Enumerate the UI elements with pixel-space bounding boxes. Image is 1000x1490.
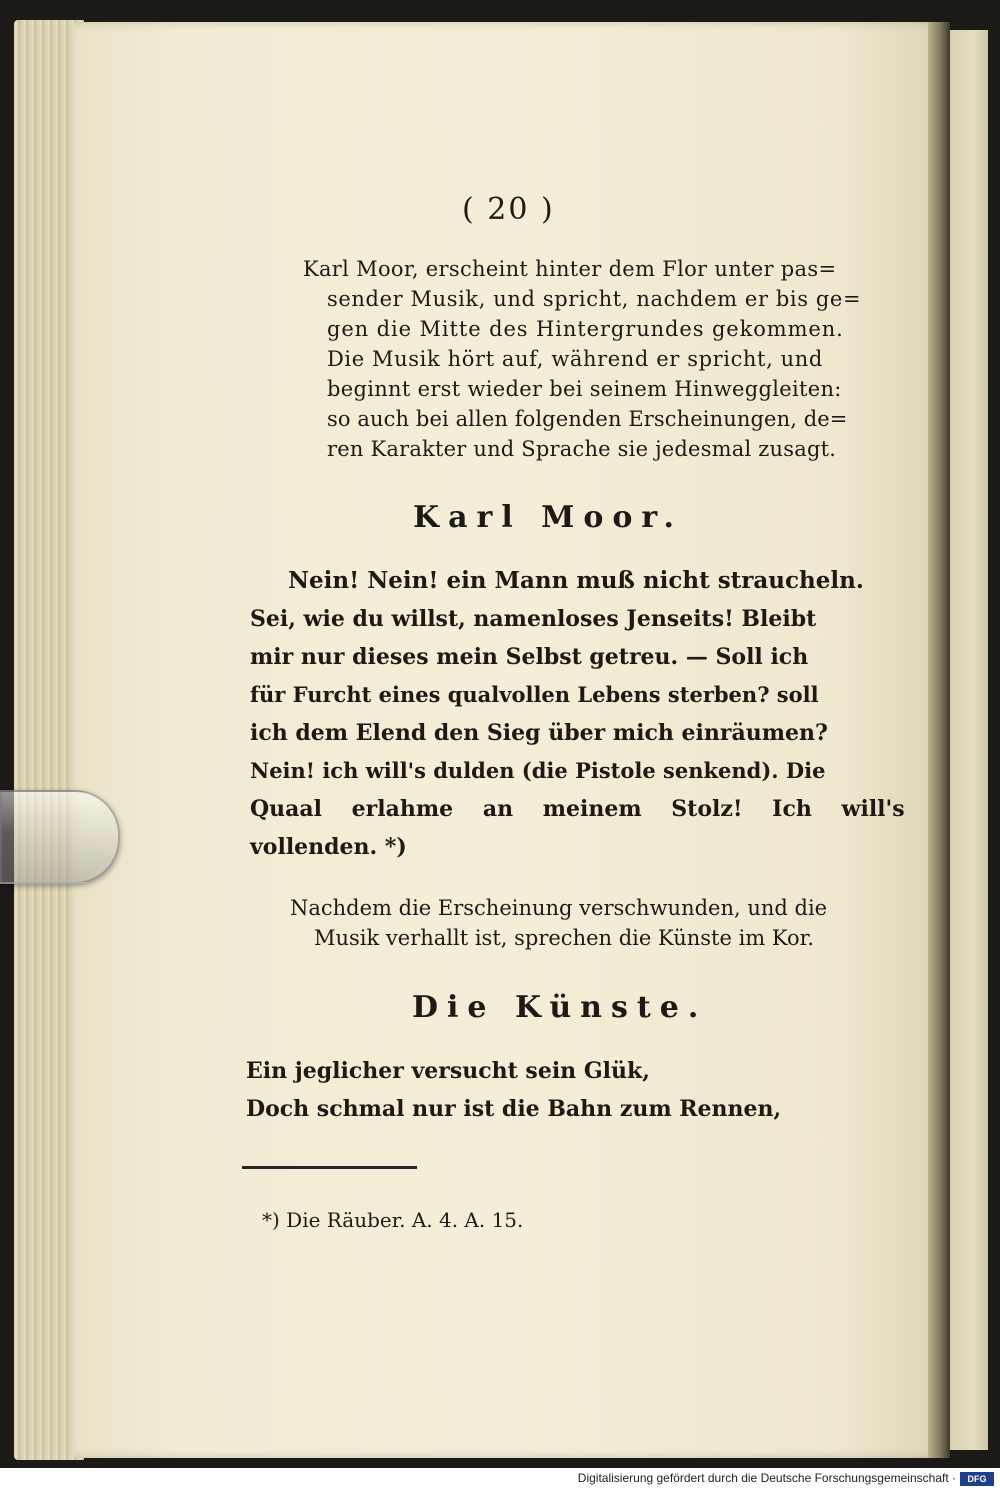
dfg-logo: DFG xyxy=(960,1472,994,1486)
funding-credit: Digitalisierung gefördert durch die Deutsche Forschungsgemeinschaft · xyxy=(577,1471,956,1485)
plastic-page-clip xyxy=(0,790,120,884)
stage-direction-line: beginnt erst wieder bei seinem Hinweggleiten: xyxy=(327,377,842,401)
stage-direction-line: gen die Mitte des Hintergrundes gekommen. xyxy=(327,317,844,341)
stage-direction-line: Karl Moor, erscheint hinter dem Flor unter pas= xyxy=(303,257,837,281)
verse-line: Doch schmal nur ist die Bahn zum Rennen, xyxy=(246,1096,782,1122)
speech-line: Nein! Nein! ein Mann muß nicht straucheln. xyxy=(288,567,864,594)
stage-direction-line: Nachdem die Erscheinung verschwunden, und die xyxy=(290,896,828,920)
speech-line: ich dem Elend den Sieg über mich einräumen? xyxy=(250,720,828,746)
footnote: *) Die Räuber. A. 4. A. 15. xyxy=(262,1208,524,1232)
speech-line: mir nur dieses mein Selbst getreu. — Soll ich xyxy=(250,644,809,670)
stage-direction-line: Die Musik hört auf, während er spricht, und xyxy=(327,347,823,371)
page-number: ( 20 ) xyxy=(462,192,555,227)
stage-direction-line: sender Musik, und spricht, nachdem er bis ge= xyxy=(327,287,862,311)
speech-line: Nein! ich will's dulden (die Pistole senkend). Die xyxy=(250,758,826,783)
speaker-heading: Die Künste. xyxy=(412,990,708,1025)
adjacent-page-edge xyxy=(950,30,988,1450)
stage-direction-line: Musik verhallt ist, sprechen die Künste im Kor. xyxy=(314,926,815,950)
footer-bar xyxy=(0,1468,1000,1490)
speech-line: vollenden. *) xyxy=(250,834,407,860)
speech-line: Sei, wie du willst, namenloses Jenseits! Bleibt xyxy=(250,606,817,632)
speaker-heading: Karl Moor. xyxy=(413,500,683,535)
stage-direction-line: ren Karakter und Sprache sie jedesmal zusagt. xyxy=(327,437,837,461)
verse-line: Ein jeglicher versucht sein Glük, xyxy=(246,1058,650,1084)
spine-shadow xyxy=(928,22,950,1458)
footnote-rule xyxy=(242,1166,417,1169)
speech-line: Quaal erlahme an meinem Stolz! Ich will's xyxy=(250,796,905,822)
stage-direction-line: so auch bei allen folgenden Erscheinungen, de= xyxy=(327,407,848,431)
speech-line: für Furcht eines qualvollen Lebens sterben? soll xyxy=(250,682,819,707)
